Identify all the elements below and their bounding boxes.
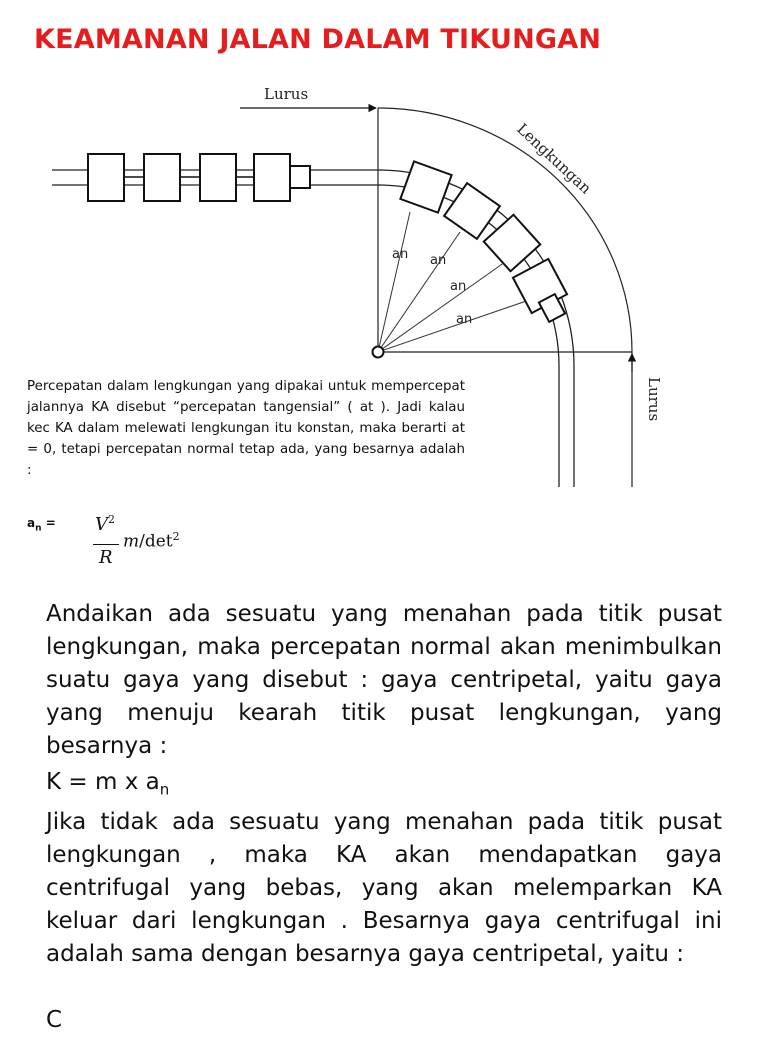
page-title: KEAMANAN JALAN DALAM TIKUNGAN <box>34 24 602 55</box>
fraction-bar <box>93 544 119 545</box>
paragraph-centripetal: Andaikan ada sesuatu yang menahan pada titik pusat lengkungan, maka percepatan normal akan menimbulkan suatu gaya yang disebut : gaya centripetal, yaitu gaya yang menuju kearah titik pusat lengkungan, yang besarnya : <box>46 601 722 759</box>
label-curve: Lengkungan <box>513 119 595 198</box>
label-straight-top: Lurus <box>264 85 309 103</box>
train-curve <box>400 161 567 322</box>
formula-denominator: R <box>99 547 113 568</box>
formula-lhs: $a_n$ = <box>27 516 56 534</box>
intro-paragraph: Percepatan dalam lengkungan yang dipakai untuk mempercepat jalannya KA disebut “percepatan tangensial” ( at ). Jadi kalau kec KA dalam melewati lengkungan itu konstan, maka berarti at = 0, tetapi percepatan normal tetap ada, yang besarnya adalah : <box>27 379 465 478</box>
acceleration-formula <box>27 513 227 576</box>
train-straight <box>88 154 310 201</box>
accel-label: an <box>430 253 447 268</box>
formula-unit: $m/\det^2$ <box>123 530 180 552</box>
center-point <box>373 347 384 358</box>
force-equation: K = m x $a_n$ <box>46 769 170 799</box>
accel-label: an <box>456 312 473 327</box>
accel-label: an <box>450 279 467 294</box>
cut-off-text: C <box>46 1007 63 1033</box>
paragraph-centrifugal: Jika tidak ada sesuatu yang menahan pada titik pusat lengkungan , maka KA akan mendapatkan gaya centrifugal yang bebas, yang akan melemparkan KA keluar dari lengkungan . Besarnya gaya centrifugal ini adalah sama dengan besarnya gaya centripetal, yaitu : <box>46 809 722 967</box>
formula-numerator: $V^2$ <box>95 513 115 535</box>
label-straight-right: Lurus <box>645 377 663 422</box>
accel-label: an <box>392 247 409 262</box>
